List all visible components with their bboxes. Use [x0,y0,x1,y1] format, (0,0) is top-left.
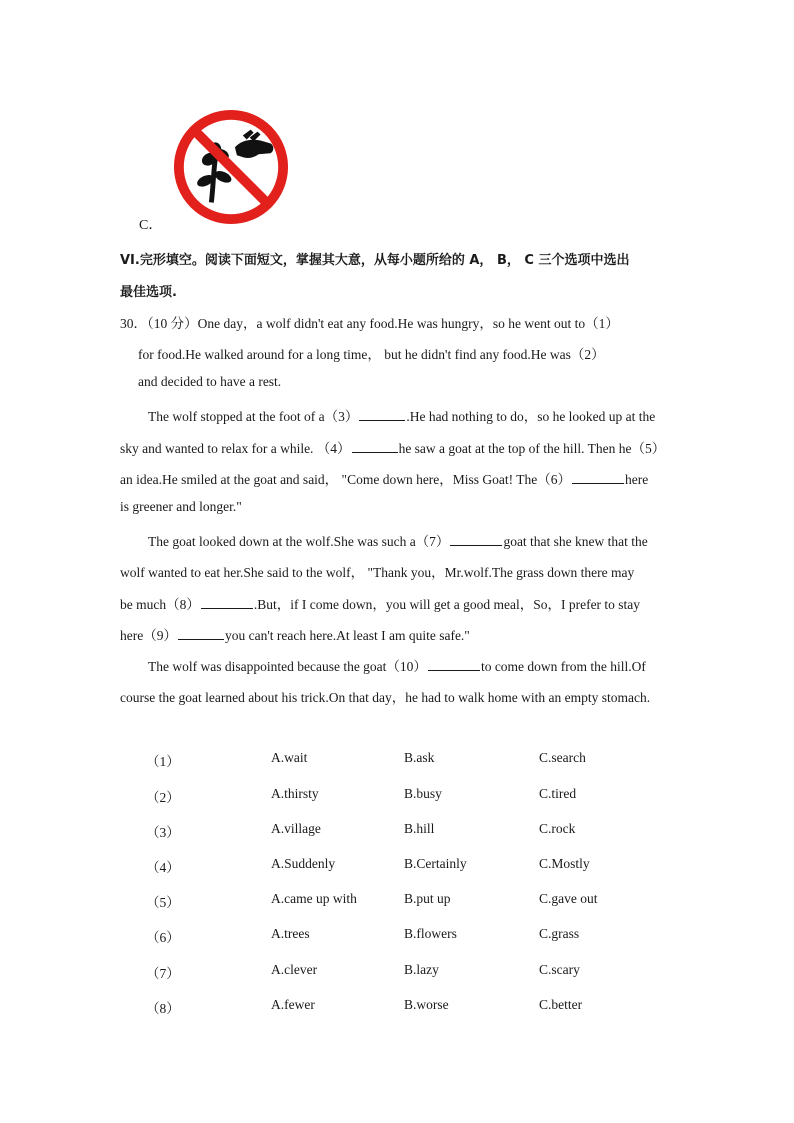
passage-text: here [625,472,649,487]
choice-row [0,997,794,1017]
passage-text: be much（8） [120,597,200,612]
passage-text: .He had nothing to do，so he looked up at the [406,409,656,424]
blank-4[interactable] [352,440,398,453]
choice-number: （2） [146,790,180,805]
choice-row [0,856,794,876]
choice-option-a[interactable]: A.Suddenly [271,856,336,871]
passage-line: wolf wanted to eat her.She said to the wolf， "Thank you，Mr.wolf.The grass down there may [120,565,635,580]
blank-9[interactable] [178,627,224,640]
choice-row [0,962,794,982]
passage-text: The wolf stopped at the foot of a（3） [148,409,359,424]
choice-option-b[interactable]: B.ask [404,750,435,765]
section-heading [120,245,680,309]
passage-line [120,624,675,644]
choice-number: （4） [146,860,180,875]
choice-option-c[interactable]: C.grass [539,926,580,941]
choice-option-c[interactable]: C.scary [539,962,580,977]
section-heading-line1: VI.完形填空。阅读下面短文，掌握其大意，从每小题所给的 A， B， C 三个选项中选出 [120,253,630,268]
choice-option-b[interactable]: B.busy [404,786,442,801]
passage-line [120,593,675,613]
choice-row [0,821,794,841]
passage-line [148,405,655,425]
choice-option-a[interactable]: A.wait [271,750,308,765]
passage-text: he saw a goat at the top of the hill. Then he（5） [398,441,666,456]
passage-text: goat that she knew that the [503,534,648,549]
choice-option-a[interactable]: A.village [271,821,321,836]
passage-line: course the goat learned about his trick.On that day，he had to walk home with an empty stomach. [120,690,651,705]
passage-line [148,655,646,675]
choice-row [0,786,794,806]
choice-option-a[interactable]: A.came up with [271,891,357,906]
passage-text: here（9） [120,628,177,643]
choice-option-b[interactable]: B.flowers [404,926,457,941]
passage-text: sky and wanted to relax for a while. （4） [120,441,351,456]
choice-option-c[interactable]: C.search [539,750,586,765]
passage-line [148,530,648,550]
choice-option-a[interactable]: A.trees [271,926,310,941]
choice-row [0,750,794,770]
choice-option-c[interactable]: C.tired [539,786,577,801]
passage-text: an idea.He smiled at the goat and said， "Come down here，Miss Goat! The（6） [120,472,572,487]
choice-option-b[interactable]: B.Certainly [404,856,467,871]
no-picking-flowers-icon [172,108,290,226]
choice-option-c[interactable]: C.Mostly [539,856,590,871]
choice-row [0,926,794,946]
blank-7[interactable] [450,533,502,546]
choice-option-b[interactable]: B.hill [404,821,435,836]
question-line1: 30．（10 分）One day，a wolf didn't eat any food.He was hungry，so he went out to（1） [120,316,619,331]
choice-option-a[interactable]: A.clever [271,962,318,977]
passage-line [120,437,675,457]
blank-10[interactable] [428,658,480,671]
blank-6[interactable] [572,471,624,484]
passage-line: is greener and longer." [120,499,242,514]
blank-8[interactable] [201,596,253,609]
passage-text: The goat looked down at the wolf.She was such a（7） [148,534,450,549]
passage-text: to come down from the hill.Of [480,659,646,674]
choice-option-a[interactable]: A.fewer [271,997,315,1012]
choice-number: （8） [146,1001,180,1016]
passage-text: you can't reach here.At least I am quite safe." [224,628,470,643]
option-c-label: C． [139,218,163,233]
choice-number: （6） [146,930,180,945]
choice-option-c[interactable]: C.rock [539,821,576,836]
choice-option-a[interactable]: A.thirsty [271,786,319,801]
choice-number: （1） [146,754,180,769]
choice-number: （7） [146,966,180,981]
passage-text: The wolf was disappointed because the goat（10） [148,659,427,674]
choice-option-c[interactable]: C.better [539,997,583,1012]
section-heading-line2: 最佳选项. [120,285,177,300]
choice-row [0,891,794,911]
question-line2: for food.He walked around for a long time， but he didn't find any food.He was（2） [138,347,605,362]
choice-option-b[interactable]: B.lazy [404,962,439,977]
question-line3: and decided to have a rest. [138,374,282,389]
passage-text: .But，if I come down，you will get a good meal，So，I prefer to stay [253,597,641,612]
choice-option-b[interactable]: B.worse [404,997,449,1012]
choice-option-b[interactable]: B.put up [404,891,451,906]
choice-option-c[interactable]: C.gave out [539,891,598,906]
blank-3[interactable] [359,408,405,421]
choice-number: （5） [146,895,180,910]
choice-number: （3） [146,825,180,840]
passage-line [120,468,675,488]
